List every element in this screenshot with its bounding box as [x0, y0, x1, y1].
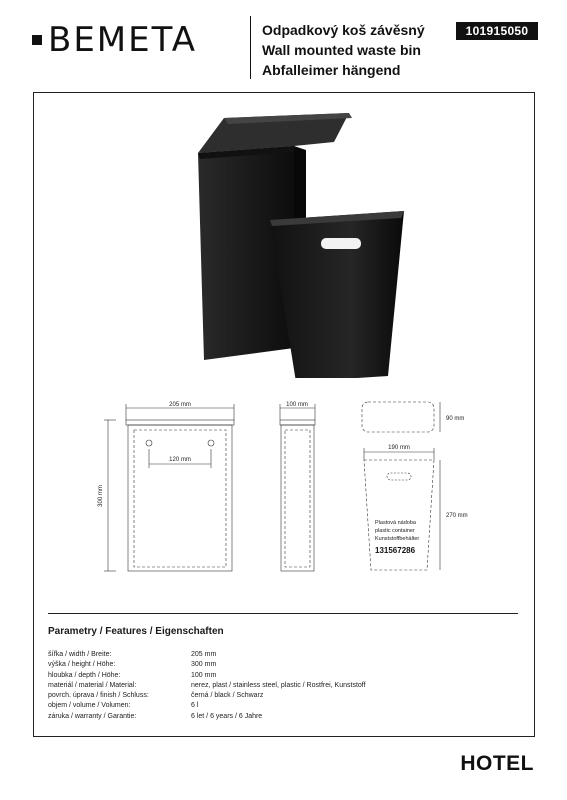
dim-insert-height-label: 270 mm — [446, 513, 468, 519]
content-frame — [33, 92, 535, 737]
dim-height-label: 300 mm — [98, 485, 104, 507]
product-titles — [262, 20, 425, 80]
dim-depth-label: 100 mm — [286, 402, 308, 408]
section-divider — [48, 613, 518, 614]
spec-label: objem / volume / Volumen: — [48, 702, 131, 710]
spec-label: šířka / width / Breite: — [48, 651, 112, 658]
brand-logo — [32, 20, 197, 60]
spec-row-depth — [48, 671, 518, 681]
container-label-de: Kunststoffbehälter — [375, 536, 420, 542]
product-code: 101915050 — [456, 22, 538, 40]
title-de: Abfalleimer hängend — [262, 62, 401, 78]
title-en: Wall mounted waste bin — [262, 42, 421, 58]
spec-value: 100 mm — [191, 671, 217, 679]
brand-name: BEMETA — [48, 20, 198, 60]
spec-row-material — [48, 681, 518, 691]
product-photo — [184, 108, 444, 378]
spec-row-width — [48, 650, 518, 660]
spec-row-finish — [48, 691, 518, 701]
spec-label: záruka / warranty / Garantie: — [48, 712, 137, 720]
spec-value: 6 l — [191, 702, 199, 710]
spec-value: 300 mm — [191, 661, 217, 669]
header-divider — [250, 16, 251, 79]
dim-width-label: 205 mm — [169, 402, 191, 408]
spec-row-warranty — [48, 712, 518, 722]
container-code: 131567286 — [375, 546, 416, 555]
spec-value: 205 mm — [191, 651, 217, 658]
features-table — [48, 650, 518, 722]
spec-row-volume — [48, 701, 518, 711]
spec-label: povrch. úprava / finish / Schluss: — [48, 692, 149, 700]
collection-name: HOTEL — [460, 752, 534, 775]
logo-square — [32, 35, 42, 45]
spec-value: černá / black / Schwarz — [191, 692, 264, 700]
features-heading: Parametry / Features / Eigenschaften — [48, 626, 224, 637]
container-label-cz: Plastová nádoba — [375, 520, 416, 526]
spec-value: nerez, plast / stainless steel, plastic / Rostfrei, Kunststoff — [191, 681, 366, 689]
technical-drawing — [94, 398, 514, 588]
dim-insert-width-label: 190 mm — [388, 445, 410, 451]
spec-label: výška / height / Höhe: — [48, 661, 116, 669]
spec-value: 6 let / 6 years / 6 Jahre — [191, 712, 263, 720]
spec-label: materiál / material / Material: — [48, 681, 137, 689]
container-label-en: plastic container — [375, 528, 415, 534]
dim-hole-spacing-label: 120 mm — [169, 457, 191, 463]
title-cz: Odpadkový koš závěsný — [262, 22, 425, 38]
dim-insert-depth-label: 90 mm — [446, 416, 465, 422]
spec-label: hloubka / depth / Höhe: — [48, 671, 121, 679]
spec-row-height — [48, 660, 518, 670]
